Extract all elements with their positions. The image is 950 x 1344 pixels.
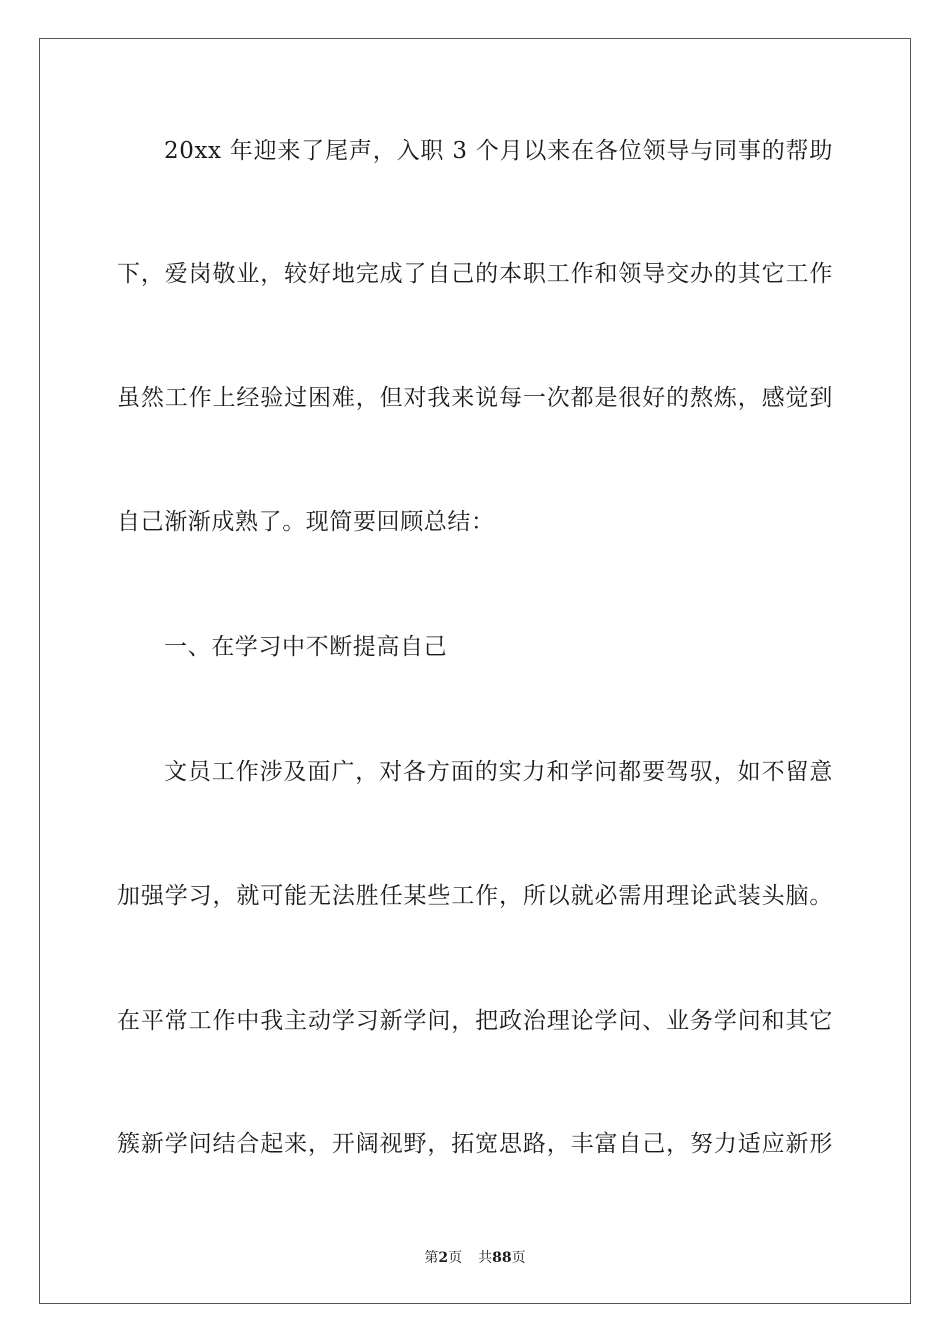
footer-page-prefix: 第 <box>424 1250 439 1266</box>
section-heading: 一、在学习中不断提高自己 <box>164 634 448 660</box>
footer-page-total: 88 <box>492 1250 512 1266</box>
paragraph-1-line-2: 下，爱岗敬业，较好地完成了自己的本职工作和领导交办的其它工作 <box>117 261 833 287</box>
page-border <box>39 38 911 1304</box>
paragraph-2-line-2: 加强学习，就可能无法胜任某些工作，所以就必需用理论武装头脑。 <box>117 883 833 909</box>
footer-page-suffix: 页 <box>448 1250 463 1266</box>
footer-page-current: 2 <box>438 1250 449 1266</box>
paragraph-1-line-3: 虽然工作上经验过困难，但对我来说每一次都是很好的熬炼，感觉到 <box>117 385 833 411</box>
paragraph-2-line-3: 在平常工作中我主动学习新学问，把政治理论学问、业务学问和其它 <box>117 1008 833 1034</box>
footer-total-prefix: 共 <box>478 1250 493 1266</box>
paragraph-2-line-4: 簇新学问结合起来，开阔视野，拓宽思路，丰富自己，努力适应新形 <box>117 1131 833 1157</box>
footer-total-suffix: 页 <box>511 1250 526 1266</box>
paragraph-1-line-4: 自己渐渐成熟了。现简要回顾总结： <box>117 509 495 535</box>
paragraph-1-line-1: 20xx 年迎来了尾声，入职 3 个月以来在各位领导与同事的帮助 <box>164 138 833 164</box>
paragraph-2-line-1: 文员工作涉及面广，对各方面的实力和学问都要驾驭，如不留意 <box>164 759 833 785</box>
page-footer <box>0 1249 950 1267</box>
